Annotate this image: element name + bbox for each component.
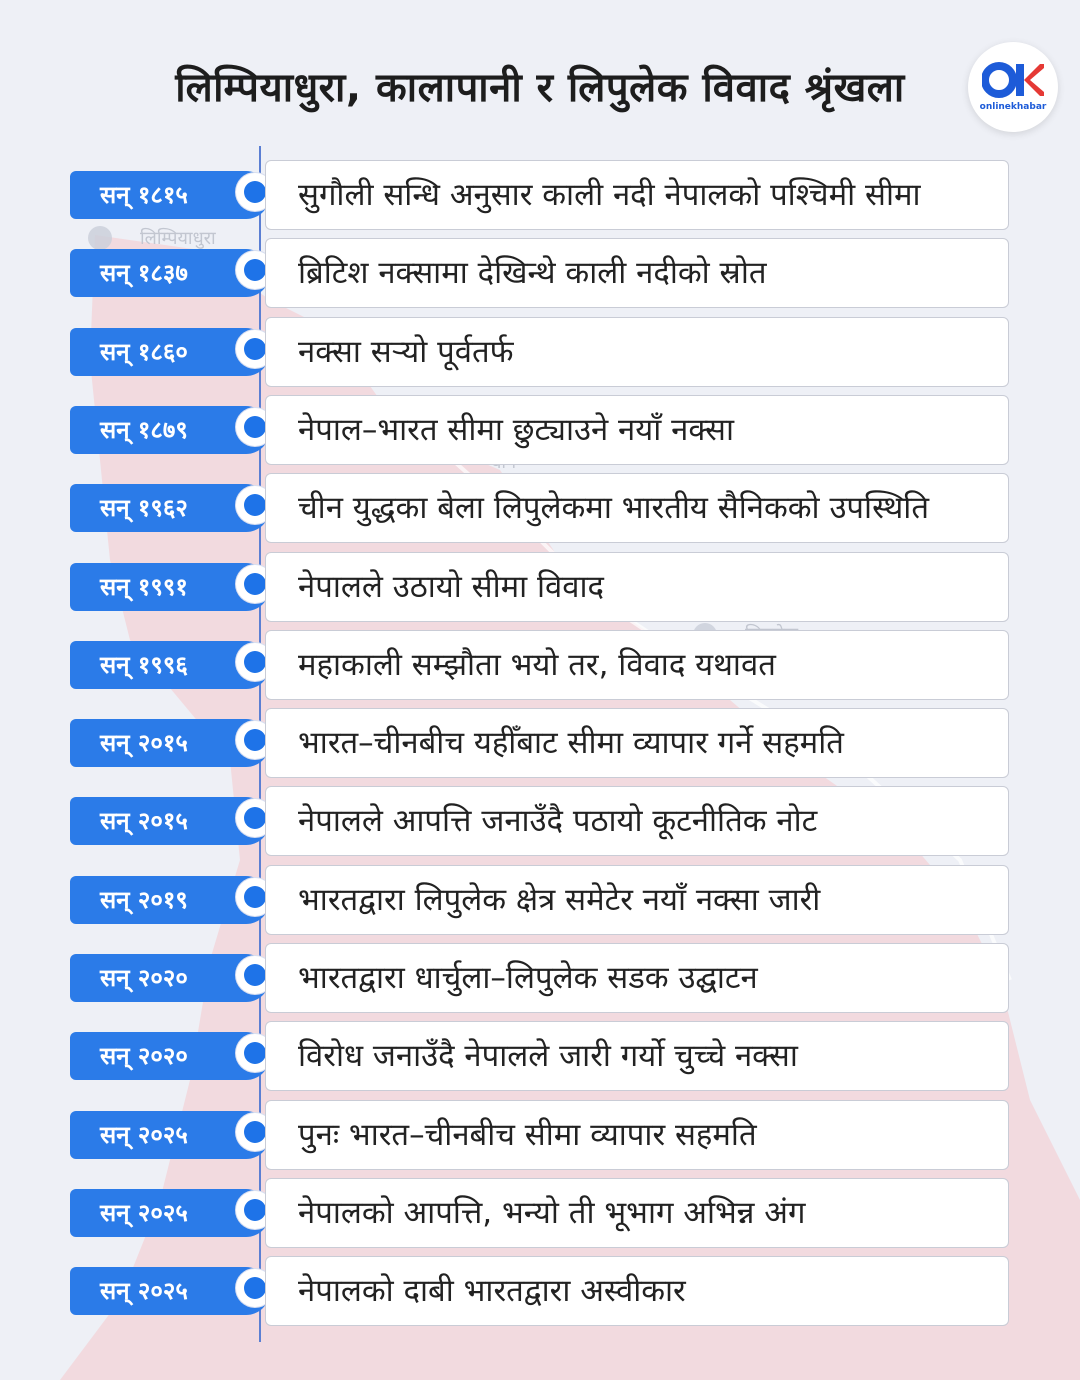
timeline-event bbox=[0, 708, 1080, 778]
event-year-badge: सन् २०२५ bbox=[70, 1189, 270, 1237]
event-description: भारतद्वारा धार्चुला–लिपुलेक सडक उद्घाटन bbox=[265, 943, 1009, 1013]
event-description: महाकाली सम्झौता भयो तर, विवाद यथावत bbox=[265, 630, 1009, 700]
timeline-event bbox=[0, 943, 1080, 1013]
timeline-event bbox=[0, 1256, 1080, 1326]
timeline-event bbox=[0, 395, 1080, 465]
event-year-badge: सन् २०१९ bbox=[70, 876, 270, 924]
onlinekhabar-logo bbox=[968, 42, 1058, 132]
event-description: नेपाल–भारत सीमा छुट्याउने नयाँ नक्सा bbox=[265, 395, 1009, 465]
event-year-badge: सन् १९९६ bbox=[70, 641, 270, 689]
map-label: लिम्पियाधुरा bbox=[140, 228, 216, 249]
event-description: पुनः भारत–चीनबीच सीमा व्यापार सहमति bbox=[265, 1100, 1009, 1170]
event-year-badge: सन् २०२० bbox=[70, 954, 270, 1002]
event-description: नेपालले उठायो सीमा विवाद bbox=[265, 552, 1009, 622]
page-title: लिम्पियाधुरा, कालापानी र लिपुलेक विवाद श्रृंखला bbox=[175, 65, 905, 111]
event-year-badge: सन् २०१५ bbox=[70, 797, 270, 845]
event-description: चीन युद्धका बेला लिपुलेकमा भारतीय सैनिकको उपस्थिति bbox=[265, 473, 1009, 543]
event-description: नेपालले आपत्ति जनाउँदै पठायो कूटनीतिक नोट bbox=[265, 786, 1009, 856]
event-year-badge: सन् १८३७ bbox=[70, 249, 270, 297]
event-year-badge: सन् १८१५ bbox=[70, 171, 270, 219]
event-year-badge: सन् १८६० bbox=[70, 328, 270, 376]
event-year-badge: सन् १९९१ bbox=[70, 563, 270, 611]
timeline-event bbox=[0, 160, 1080, 230]
logo-mark-icon bbox=[982, 60, 1044, 100]
timeline-event bbox=[0, 473, 1080, 543]
timeline-event bbox=[0, 317, 1080, 387]
event-description: विरोध जनाउँदै नेपालले जारी गर्यो चुच्चे नक्सा bbox=[265, 1021, 1009, 1091]
event-description: नेपालको आपत्ति, भन्यो ती भूभाग अभिन्न अंग bbox=[265, 1178, 1009, 1248]
timeline-event bbox=[0, 630, 1080, 700]
event-year-badge: सन् २०१५ bbox=[70, 719, 270, 767]
event-year-badge: सन् १८७९ bbox=[70, 406, 270, 454]
event-year-badge: सन् १९६२ bbox=[70, 484, 270, 532]
timeline-event bbox=[0, 238, 1080, 308]
timeline-event bbox=[0, 1178, 1080, 1248]
event-year-badge: सन् २०२५ bbox=[70, 1111, 270, 1159]
timeline-event bbox=[0, 865, 1080, 935]
event-description: नेपालको दाबी भारतद्वारा अस्वीकार bbox=[265, 1256, 1009, 1326]
event-year-badge: सन् २०२५ bbox=[70, 1267, 270, 1315]
event-year-badge: सन् २०२० bbox=[70, 1032, 270, 1080]
event-description: भारत–चीनबीच यहीँबाट सीमा व्यापार गर्ने सहमति bbox=[265, 708, 1009, 778]
timeline-event bbox=[0, 1100, 1080, 1170]
timeline-event bbox=[0, 552, 1080, 622]
logo-brand-text: onlinekhabar bbox=[979, 102, 1047, 112]
timeline-event bbox=[0, 1021, 1080, 1091]
event-description: नक्सा सऱ्यो पूर्वतर्फ bbox=[265, 317, 1009, 387]
event-description: सुगौली सन्धि अनुसार काली नदी नेपालको पश्चिमी सीमा bbox=[265, 160, 1009, 230]
event-description: भारतद्वारा लिपुलेक क्षेत्र समेटेर नयाँ नक्सा जारी bbox=[265, 865, 1009, 935]
timeline-event bbox=[0, 786, 1080, 856]
event-description: ब्रिटिश नक्सामा देखिन्थे काली नदीको स्रोत bbox=[265, 238, 1009, 308]
